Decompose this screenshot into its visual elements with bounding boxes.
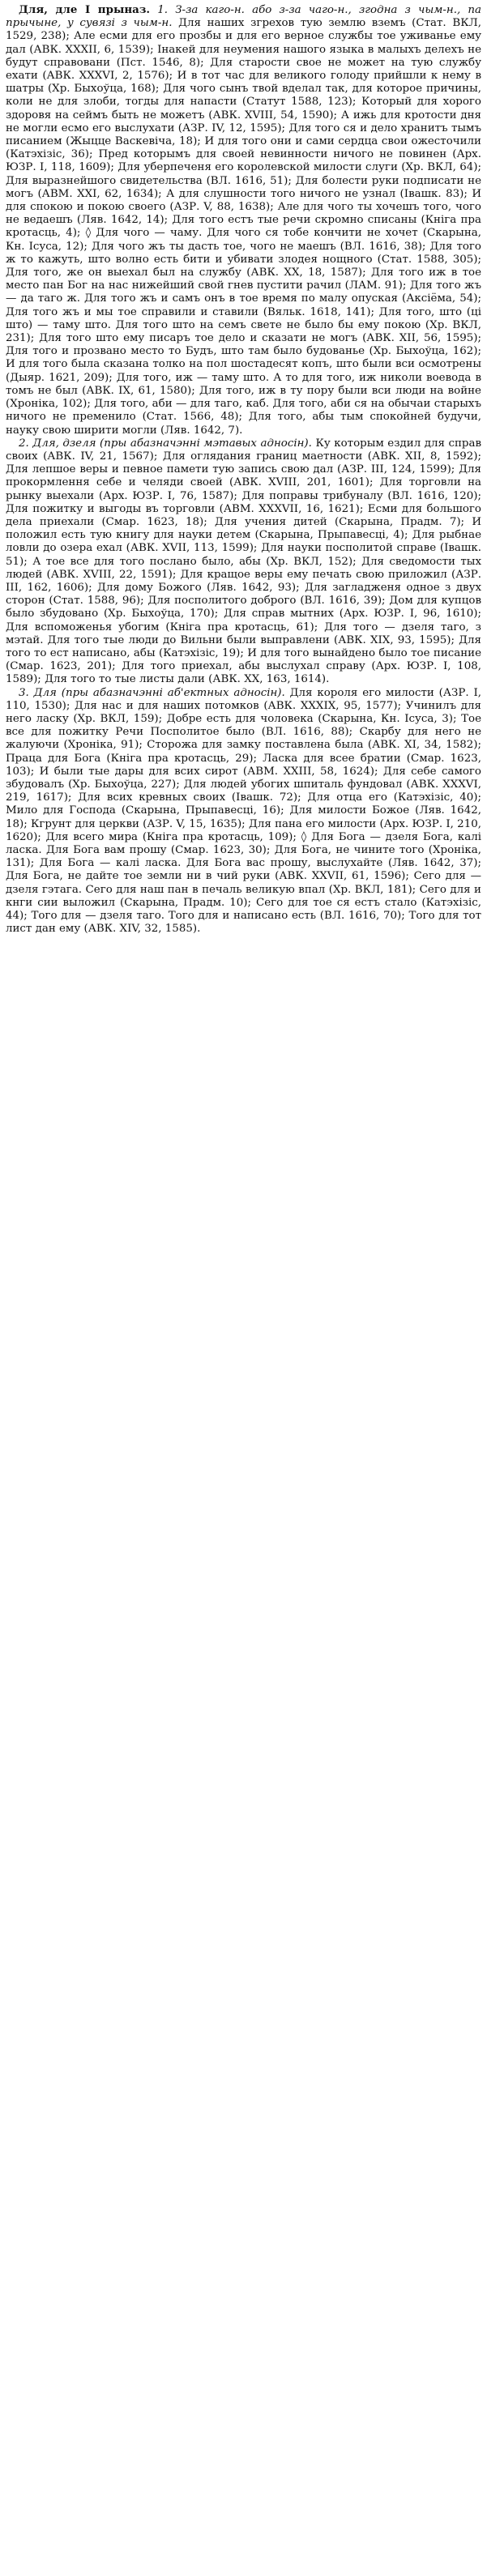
sense-2-heading: 2. Для, дзеля (пры абазначэнні мэтавых адносін). — [19, 437, 312, 450]
entry-sense-3 — [6, 687, 481, 936]
sense-3-citations: Для короля его милости (АЗР. I, 110, 1530); Для нас и для наших потомков (АВК. XXXIX, 95, 1577); Учинилъ для него ласку (Хр. ВКЛ, 159); Добре есть для чоловека (Скарына, Кн. Ісуса, 3); Тое все для пожитку Речи Посполитое было (ВЛ. 1616, 88); Скарбу для него не жалуючи (Хроніка, 91); Сторожа для замку поставлена была (АВК. XI, 34, 1582); Праца для Бога (Кніга пра кротасць, 29); Ласка для всее братии (Смар. 1623, 103); И были тые дары для всих сирот (АВМ. XXIII, 58, 1624); Для себе самого збудовалъ (Хр. Быхоўца, 227); Для людей убогих шпиталь фундовал (АВК. XXXVI, 219, 1617); Для всих кревных своих (Івашк. 72); Для отца его (Катэхізіс, 40); Мило для Господа (Скарына, Прыпавесці, 16); Для милости Божое (Ляв. 1642, 18); Кгрунт для церкви (АЗР. V, 15, 1635); Для пана его милости (Арх. ЮЗР. I, 210, 1620); Для всего мира (Кніга пра кротасць, 109); ◊ Для Бога — дзеля Бога, калі ласка. Для Бога вам прошу (Смар. 1623, 30); Для Бога, не чините того (Хроніка, 131); Для Бога — калі ласка. Для Бога вас прошу, выслухайте (Ляв. 1642, 37); Для Бога, не дайте тое земли ни в чий руки (АВК. XXVII, 61, 1596); Сего для — дзеля гэтага. Сего для наш пан в печаль великую впал (Хр. ВКЛ, 181); Сего для и кнги сии выложил (Скарына, Прадм. 10); Сего для тое ся естъ стало (Катэхізіс, 44); Того для — дзеля таго. Того для и написано есть (ВЛ. 1616, 70); Того для тот лист дан ему (АВК. XIV, 32, 1585). — [6, 686, 481, 936]
entry-sense-2 — [6, 437, 481, 687]
sense-1-citations: Для наших згрехов тую землю вземъ (Стат. ВКЛ, 1529, 238); Але есми для его прозбы и для его верное службы тое уживанье ему дал (АВК. XXXII, 6, 1539); Iнакей для неумения нашого языка в малыхъ делехъ не будут справовани (Пст. 1546, 8); Для старости свое не может на тую службу ехати (АВК. XXXVI, 2, 1576); И в тот час для великого голоду прийшли к нему в шатры (Хр. Быхоўца, 168); Для чого сынъ твой вделал так, для которое причины, коли не для злоби, тогды для напасти (Статут 1588, 123); Который для хорого здоровя на сеймъ быть не можетъ (АВК. XVIII, 54, 1590); А ижь для кротости дня не могли есмо его выслухати (АЗР. IV, 12, 1595); Для того ся и дело хранитъ тымъ писанием (Жыцце Васкевіча, 18); И для того они и сами сердца свои ожесточили (Катэхізіс, 36); Пред которымъ для своей невинности ничого не повинен (Арх. ЮЗР. I, 118, 1609); Для уберпеченя его королевской милости слуги (Хр. ВКЛ, 64); Для выразнейшого свидетельства (ВЛ. 1616, 51); Для болести руки подписати не могъ (АВМ. XXI, 62, 1634); А для слушности того ничого не узнал (Івашк. 83); И для спокою и покою своего (АЗР. V, 88, 1638); Але для чого ты хочешъ того, чого не ведаешъ (Ляв. 1642, 14); Для того естъ тые речи скромно списаны (Кніга пра кротасць, 4); ◊ Для чого — чаму. Для чого ся тобе кончити не хочет (Скарына, Кн. Ісуса, 12); Для чого жъ ты дасть тое, чого не маешъ (ВЛ. 1616, 38); Для того ж то кажуть, што волно есть бити и убивати злодея нощного (Стат. 1588, 305); Для того, же он выехал был на службу (АВК. XX, 18, 1587); Для того иж в тое место пан Бог на нас нижейший свой гнев пустити рачил (ЛАМ. 91); Для того жъ — да таго ж. Для того жъ и самъ онъ в тое время по малу опуская (Аксіёма, 54); Для того жъ и мы тое справили и ставили (Вяльк. 1618, 141); Для того, што (ці што) — таму што. Для того што на семъ свете не было бы ему покою (Хр. ВКЛ, 231); Для того што ему писаръ тое дело и сказати не могъ (АВК. XII, 56, 1595); Для того и прозвано место то Будъ, што там было будованье (Хр. Быхоўца, 162); И для того была сказана толко на пол шостадесят копъ, што были вси осмотрены (Дыяр. 1621, 209); Для того, иж — таму што. А то для того, иж николи воевода в томъ не был (АВК. IX, 61, 1580); Для того, иж в ту пору были вси люди на войне (Хроніка, 102); Для того, аби — для таго, каб. Для того, аби ся на обычаи старыхъ ничого не пременило (Стат. 1566, 48); Для того, абы тым спокойней будучи, науку свою ширити могли (Ляв. 1642, 7). — [6, 17, 481, 437]
sense-3-heading: 3. Для (пры абазначэнні аб'ектных адносін). — [19, 686, 285, 699]
sense-1-heading: 1. З-за каго-н. або з-за чаго-н., згодна з чым-н., па прычыне, у сувязі з чым-н. — [6, 4, 482, 30]
sense-2-citations: Ку которым ездил для справ своих (АВК. IV, 21, 1567); Для оглядания границ маетности (АВК. XII, 8, 1592); Для лепшое веры и певное памети тую запись свою дал (АЗР. III, 124, 1599); Для прокормлення себе и челяди своей (АВК. XVIII, 201, 1601); Для торговли на рынку выехали (Арх. ЮЗР. I, 76, 1587); Для поправы трибуналу (ВЛ. 1616, 120); Для пожитку и выгоды въ торговли (АВМ. XXXVII, 16, 1621); Есми для большого дела приехали (Смар. 1623, 18); Для учения дитей (Скарына, Прадм. 7); И положил есть тую книгу для науки детем (Скарына, Прыпавесці, 4); Для рыбнае ловли до озера ехал (АВК. XVII, 113, 1599); Для науки посполитой справе (Івашк. 51); А тое все для того послано было, абы (Хр. ВКЛ, 152); Для сведомости тых людей (АВК. XVIII, 22, 1591); Для кращое веры ему печать свою приложил (АЗР. III, 162, 1606); Для дому Божого (Ляв. 1642, 93); Для загладженя одное з двух сторон (Стат. 1588, 96); Для посполитого доброго (ВЛ. 1616, 39); Дом для купцов было збудовано (Хр. Быхоўца, 170); Для справ мытних (Арх. ЮЗР. I, 96, 1610); Для вспоможенья убогим (Кніга пра кротасць, 61); Для того — дзеля таго, з мэтай. Для того тые люди до Вильни были выправлени (АВК. XIX, 93, 1595); Для того то ест написано, абы (Катэхізіс, 19); И для того вынайдено было тое писание (Смар. 1623, 201); Для того приехал, абы выслухал справу (Арх. ЮЗР. I, 108, 1589); Для того то тые листы дали (АВК. XX, 163, 1614). — [6, 437, 481, 686]
headword: Для, дле I прыназ. — [19, 3, 151, 16]
entry-sense-1 — [6, 3, 481, 437]
